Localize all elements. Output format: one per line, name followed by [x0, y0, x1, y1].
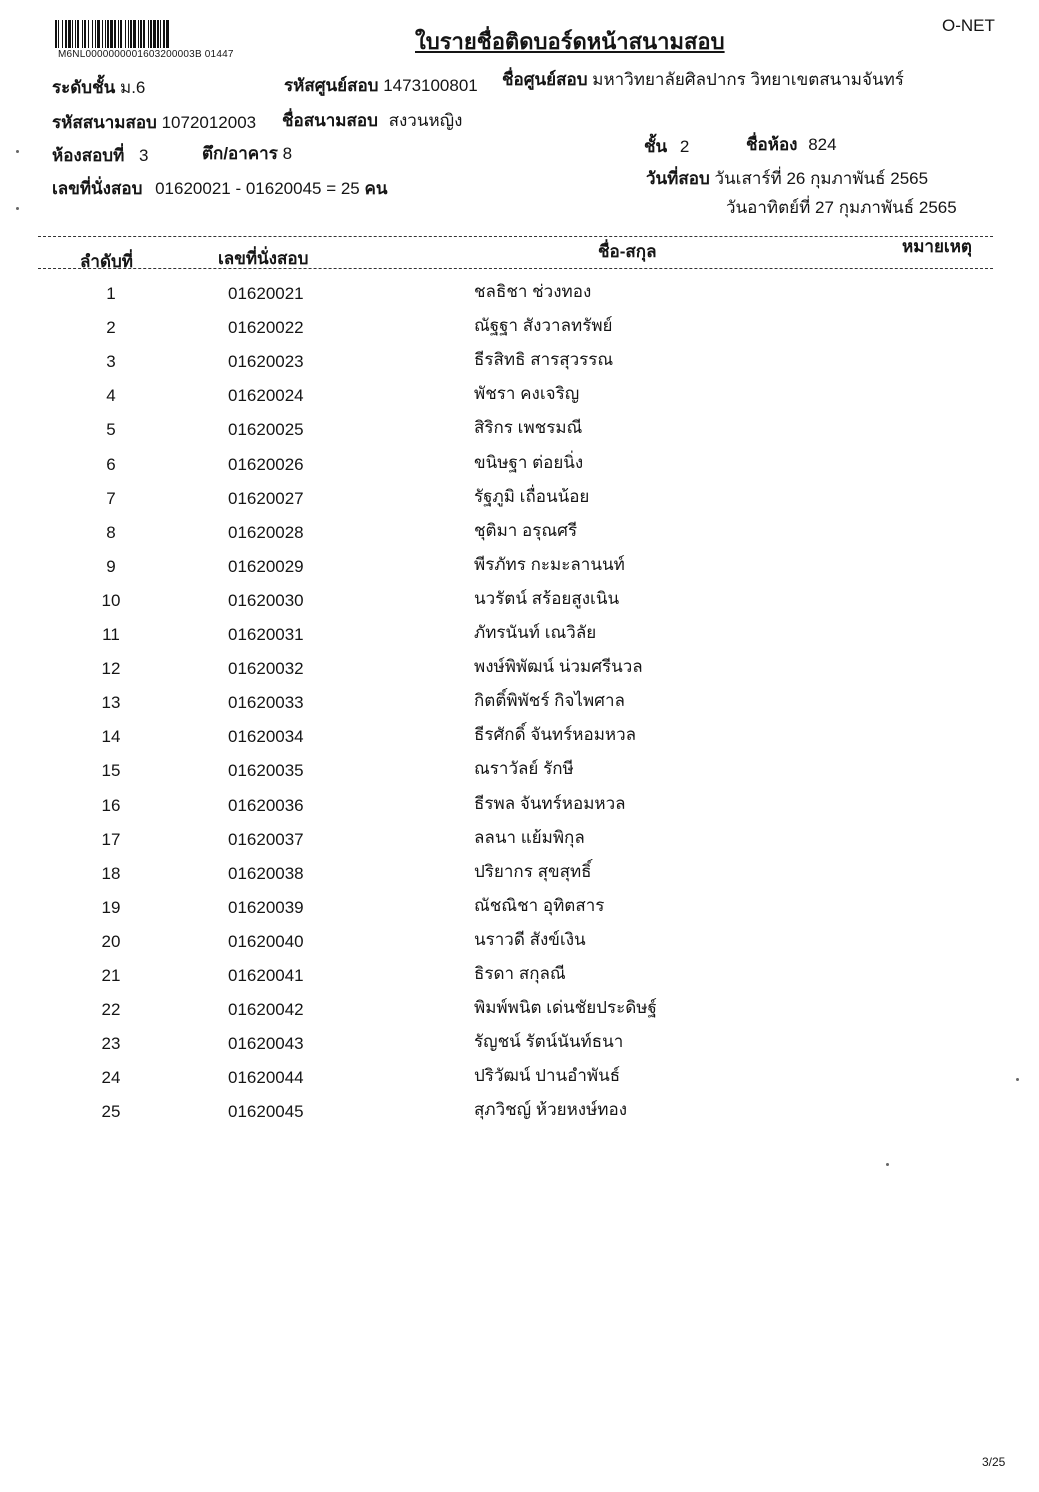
row-number: 7 [106, 488, 116, 508]
col-header-seat: เลขที่นั่งสอบ [218, 249, 309, 268]
student-name: ณัฐฐา สังวาลทรัพย์ [474, 316, 613, 336]
col-header-remark: หมายเหตุ [902, 237, 972, 256]
student-name: ณัชณิชา อุทิตสาร [474, 895, 605, 915]
site-name-value: สงวนหญิง [388, 111, 463, 130]
seat-number: 01620036 [228, 795, 304, 815]
exam-date [646, 165, 928, 192]
seat-number: 01620026 [228, 454, 304, 474]
seat-number: 01620045 [228, 1102, 304, 1122]
row-number: 5 [106, 420, 116, 440]
seat-number: 01620032 [228, 659, 304, 679]
divider-bottom [38, 268, 993, 269]
room [52, 142, 149, 169]
seat-number: 01620031 [228, 625, 304, 644]
student-name: กิตติ์พิพัชร์ กิจไพศาล [474, 691, 625, 711]
row-number: 25 [101, 1102, 121, 1122]
floor-label: ชั้น [644, 137, 668, 156]
row-number: 3 [106, 352, 116, 372]
student-name: พัชรา คงเจริญ [474, 384, 580, 404]
row-number: 10 [101, 590, 121, 610]
student-name: รัฐภูมิ เถื่อนน้อย [474, 486, 590, 506]
student-name: พงษ์พิพัฒน์ น่วมศรีนวล [474, 657, 643, 677]
student-name: นราวดี สังข์เงิน [474, 929, 586, 949]
barcode [55, 20, 265, 48]
site-code [52, 109, 256, 136]
room-name-value: 824 [808, 135, 837, 154]
student-name: รัญชน์ รัตน์นันท์ธนา [474, 1032, 624, 1052]
scan-speck [16, 207, 19, 210]
level [52, 74, 145, 101]
level-label: ระดับชั้น [52, 78, 116, 97]
table-row [0, 1102, 1039, 1136]
scan-speck [1016, 1078, 1019, 1081]
seat-number: 01620041 [228, 966, 304, 985]
site-name [282, 107, 462, 134]
seat-number: 01620038 [228, 863, 304, 883]
seat-unit: คน [364, 179, 388, 198]
student-name: พีรภัทร กะมะลานนท์ [474, 554, 625, 574]
seat-number: 01620025 [228, 420, 304, 440]
row-number: 23 [101, 1034, 121, 1054]
row-number: 17 [101, 829, 121, 849]
row-number: 13 [101, 693, 121, 713]
room-name-label: ชื่อห้อง [746, 135, 798, 154]
row-number: 11 [102, 625, 120, 644]
seat-number: 01620043 [228, 1034, 304, 1054]
row-number: 8 [106, 522, 116, 542]
site-code-value: 1072012003 [161, 113, 257, 132]
seat-number: 01620037 [228, 829, 304, 849]
date-label: วันที่สอบ [646, 169, 710, 188]
building-value: 8 [282, 144, 293, 163]
level-value: ม.6 [120, 78, 146, 97]
student-name: ลลนา แย้มพิกุล [474, 827, 585, 847]
student-name: ชุติมา อรุณศรี [474, 520, 578, 540]
seat-number: 01620040 [228, 931, 304, 951]
student-name: นวรัตน์ สร้อยสูงเนิน [474, 588, 620, 608]
floor-value: 2 [679, 137, 690, 156]
seat-number: 01620023 [228, 352, 304, 372]
student-name: ปริวัฒน์ ปานอำพันธ์ [474, 1066, 621, 1086]
center-name [502, 66, 904, 93]
building-label: ตึก/อาคาร [202, 144, 278, 163]
seat-number: 01620034 [228, 727, 304, 747]
student-name: ชลธิชา ช่วงทอง [474, 282, 592, 301]
student-name: ภัทรนันท์ เณวิลัย [474, 623, 597, 642]
seat-number: 01620044 [228, 1068, 304, 1088]
floor [644, 133, 689, 160]
seat-number: 01620021 [228, 284, 304, 303]
site-name-label: ชื่อสนามสอบ [282, 111, 378, 130]
student-name: ธีรศักดิ์ จันทร์หอมหวล [474, 725, 637, 745]
row-number: 22 [101, 1000, 121, 1020]
seat-range-value: 01620021 - 01620045 = 25 [155, 179, 360, 198]
seat-number: 01620029 [228, 556, 304, 576]
page-number: 3/25 [982, 1455, 1006, 1469]
building [202, 140, 292, 167]
site-code-label: รหัสสนามสอบ [52, 113, 157, 132]
row-number: 16 [101, 795, 121, 815]
seat-number: 01620027 [228, 488, 304, 508]
row-number: 24 [101, 1068, 121, 1088]
room-name [746, 131, 837, 158]
col-header-no: ลำดับที่ [80, 252, 134, 271]
row-number: 21 [101, 966, 121, 985]
seat-range [52, 175, 388, 202]
center-name-label: ชื่อศูนย์สอบ [502, 70, 588, 89]
row-number: 4 [106, 386, 116, 406]
row-number: 15 [101, 761, 121, 781]
seat-number: 01620035 [228, 761, 304, 781]
col-header-name: ชื่อ-สกุล [598, 242, 657, 261]
row-number: 20 [101, 931, 121, 951]
date-1: วันเสาร์ที่ 26 กุมภาพันธ์ 2565 [714, 169, 929, 188]
row-number: 12 [101, 659, 121, 679]
seat-number: 01620033 [228, 693, 304, 713]
page-title: ใบรายชื่อติดบอร์ดหน้าสนามสอบ [415, 29, 725, 54]
room-value: 3 [139, 146, 149, 165]
student-name: ธีรสิทธิ สารสุวรรณ [474, 350, 614, 370]
row-number: 19 [101, 897, 121, 917]
student-name: ธิรดา สกุลณี [474, 964, 566, 983]
scan-speck [16, 150, 19, 153]
student-name: สิริกร เพชรมณี [474, 418, 583, 438]
seat-number: 01620030 [228, 590, 304, 610]
row-number: 1 [106, 284, 116, 303]
row-number: 18 [101, 863, 121, 883]
center-code-label: รหัสศูนย์สอบ [284, 76, 379, 95]
seat-number: 01620022 [228, 318, 304, 338]
student-name: ขนิษฐา ต่อยนิ่ง [474, 452, 584, 472]
divider-top [38, 236, 993, 237]
student-name: พิมพ์พนิต เด่นชัยประดิษฐ์ [474, 998, 657, 1018]
student-name: ปริยากร สุขสุทธิ์ [474, 861, 592, 881]
center-code [284, 72, 478, 99]
student-name: สุภวิชญ์ ห้วยหงษ์ทอง [474, 1100, 628, 1120]
center-code-value: 1473100801 [383, 76, 478, 95]
row-number: 6 [106, 454, 116, 474]
seat-number: 01620039 [228, 897, 304, 917]
center-name-value: มหาวิทยาลัยศิลปากร วิทยาเขตสนามจันทร์ [592, 70, 904, 89]
student-name: ณราวัลย์ รักษี [474, 759, 574, 779]
room-label: ห้องสอบที่ [52, 146, 125, 165]
row-number: 9 [106, 556, 116, 576]
student-name: ธีรพล จันทร์หอมหวล [474, 793, 626, 813]
row-number: 2 [106, 318, 116, 338]
seat-number: 01620042 [228, 1000, 304, 1020]
scan-speck [886, 1163, 889, 1166]
seat-range-label: เลขที่นั่งสอบ [52, 179, 143, 198]
barcode-text: M6NL0000000001603200003B 01447 [58, 49, 234, 60]
exam-type: O-NET [942, 16, 995, 35]
row-number: 14 [101, 727, 121, 747]
seat-number: 01620028 [228, 522, 304, 542]
seat-number: 01620024 [228, 386, 304, 406]
date-2: วันอาทิตย์ที่ 27 กุมภาพันธ์ 2565 [726, 198, 957, 217]
